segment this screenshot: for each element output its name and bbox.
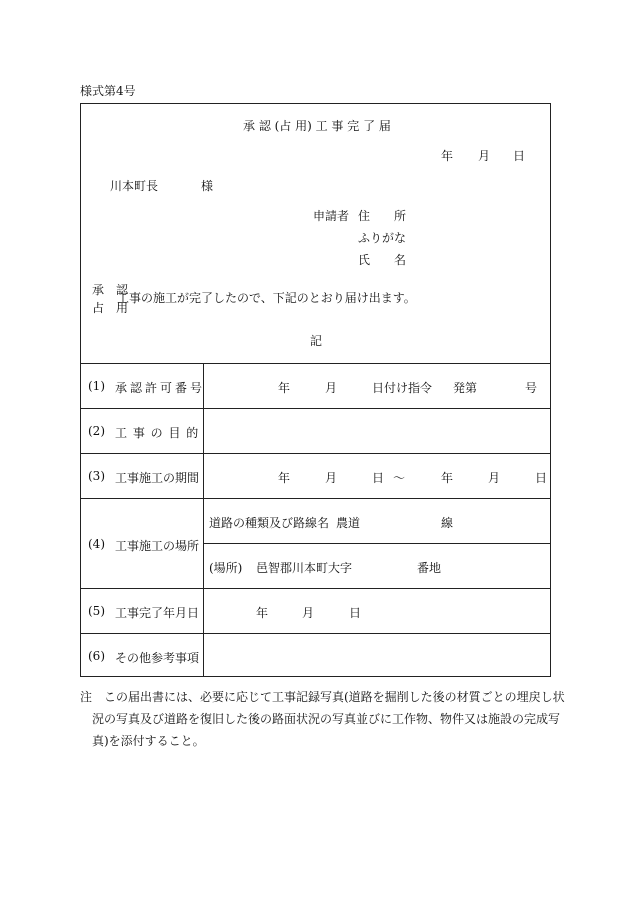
row5-year: 年: [256, 606, 269, 620]
divider-row3: [80, 498, 551, 499]
row1-month: 月: [325, 381, 338, 395]
row1-number: (1): [88, 379, 105, 393]
row3-end-day: 日: [535, 471, 548, 485]
divider-row4-inner: [203, 543, 551, 544]
row1-hatsudai: 発第: [453, 381, 478, 395]
row5-day: 日: [349, 606, 362, 620]
row6-number: (6): [88, 649, 105, 663]
addressee-honorific: 様: [201, 179, 214, 193]
applicant-role: 申請者: [313, 209, 350, 223]
divider-row4: [80, 588, 551, 589]
divider-header: [80, 363, 551, 364]
row5-label: 工事完了年月日: [115, 606, 200, 620]
divider-row1: [80, 408, 551, 409]
form-title: 承 認 (占 用) 工 事 完 了 届: [243, 119, 391, 133]
row3-tilde: 〜: [393, 471, 406, 485]
row4-label: 工事施工の場所: [115, 539, 200, 553]
row1-label: 承認許可番号: [115, 381, 206, 395]
row4-place-label: (場所): [209, 561, 243, 575]
row4-sen: 線: [441, 516, 454, 530]
row3-number: (3): [88, 469, 105, 483]
date-month: 月: [478, 149, 491, 163]
notice-choice-approval: 承 認: [92, 283, 129, 297]
date-year: 年: [441, 149, 454, 163]
ki-heading: 記: [310, 334, 323, 348]
row1-go: 号: [525, 381, 538, 395]
row1-year: 年: [278, 381, 291, 395]
divider-row5: [80, 633, 551, 634]
date-day: 日: [513, 149, 526, 163]
applicant-name-label: 氏 名: [358, 253, 407, 267]
row3-start-day: 日: [372, 471, 385, 485]
row4-place: 邑智郡川本町大字: [256, 561, 353, 575]
label-column-divider: [203, 363, 204, 677]
form-number: 様式第4号: [80, 84, 136, 98]
row6-label: その他参考事項: [115, 651, 200, 665]
applicant-address-label: 住 所: [358, 209, 407, 223]
row3-end-month: 月: [488, 471, 501, 485]
row4-number: (4): [88, 537, 105, 551]
footnote-line-2: 況の写真及び道路を復旧した後の路面状況の写真並びに工作物、物件又は施設の完成写: [92, 712, 561, 726]
row3-start-year: 年: [278, 471, 291, 485]
row4-banchi: 番地: [417, 561, 442, 575]
row5-number: (5): [88, 604, 105, 618]
divider-row2: [80, 453, 551, 454]
footnote-line-1: この届出書には、必要に応じて工事記録写真(道路を掘削した後の材質ごとの埋戻し状: [104, 690, 565, 704]
notice-choice-occupancy: 占 用: [92, 301, 129, 315]
footnote-line-3: 真)を添付すること。: [92, 734, 205, 748]
footnote-mark: 注: [80, 690, 93, 704]
row2-label: 工 事 の 目 的: [115, 426, 200, 440]
row4-road-type: 農道: [336, 516, 361, 530]
row1-day-suffix: 日付け指令: [372, 381, 433, 395]
addressee-name: 川本町長: [110, 179, 159, 193]
notice-text: 工事の施工が完了したので、下記のとおり届け出ます。: [117, 291, 416, 305]
row2-number: (2): [88, 424, 105, 438]
row3-end-year: 年: [441, 471, 454, 485]
row3-start-month: 月: [325, 471, 338, 485]
row3-label: 工事施工の期間: [115, 471, 200, 485]
row4-road-label: 道路の種類及び路線名: [209, 516, 330, 530]
row5-month: 月: [302, 606, 315, 620]
applicant-furigana-label: ふりがな: [358, 231, 407, 245]
